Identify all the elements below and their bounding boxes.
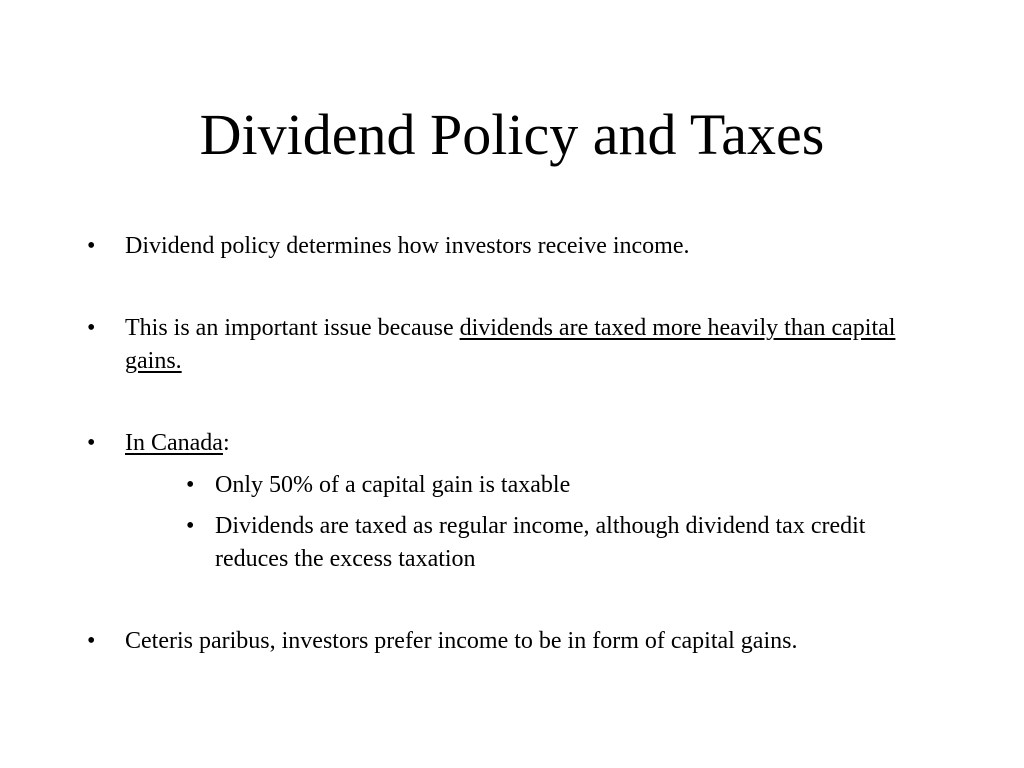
sub-bullet-item (186, 510, 886, 576)
bullet-dot-icon: • (87, 430, 96, 456)
bullet-text-plain: This is an important issue because (125, 315, 460, 341)
bullet-text-underlined: In Canada (125, 430, 223, 456)
sub-bullet-text: Dividends are taxed as regular income, although dividend tax credit reduces the excess taxation (215, 513, 866, 572)
bullet-text: Ceteris paribus, investors prefer income to be in form of capital gains. (125, 628, 798, 654)
bullet-text-underlined: dividends are taxed more heavily than capital gains. (125, 315, 896, 374)
bullet-text (125, 427, 927, 460)
bullet-dot-icon: • (87, 233, 96, 259)
sub-bullet-text: Only 50% of a capital gain is taxable (215, 472, 571, 498)
slide-title: Dividend Policy and Taxes (199, 102, 825, 167)
sub-bullet-item (186, 469, 926, 502)
bullet-dot-icon: • (87, 628, 96, 654)
bullet-text: Dividend policy determines how investors receive income. (125, 233, 690, 259)
bullet-dot-icon: • (87, 315, 96, 341)
bullet-dot-icon: • (186, 513, 195, 539)
bullet-item (87, 625, 927, 658)
bullet-text (125, 312, 927, 378)
bullet-item (87, 427, 927, 460)
bullet-text-plain: : (222, 430, 230, 456)
bullet-item (87, 230, 927, 263)
bullet-item (87, 312, 927, 378)
bullet-dot-icon: • (186, 472, 195, 498)
